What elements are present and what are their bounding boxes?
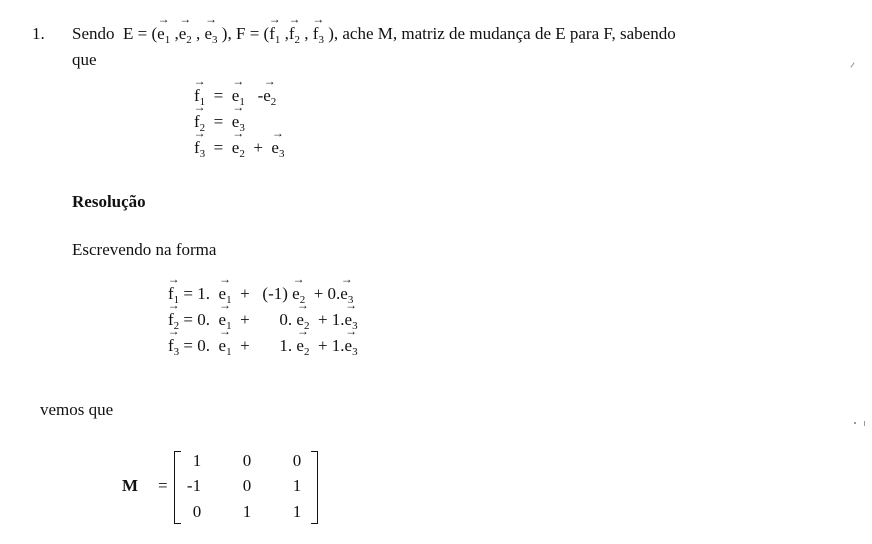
vector-f1: → $f_1$ xyxy=(269,24,280,44)
matrix-cell: 0 xyxy=(242,451,252,470)
equation-f3: → $f_3$ = → $e_2$ + → $e_3$ xyxy=(194,138,284,158)
vector-e1: → $e_1$ xyxy=(157,24,170,44)
combination-row: → $f_1 = 1$. → $e_1$ + $(-1) \to e_2 + 0.\to e_3$ xyxy=(168,284,353,304)
vector-e3: → $e_3$ xyxy=(205,24,218,44)
matrix-cell: 1 xyxy=(292,502,302,521)
vector-e2: → $e_2$ xyxy=(179,24,192,44)
problem-text-line1: Sendo E = (→ $e_1$ ,→ $e_2$ , → $e_3$ ), F = (→ $f_1$ ,→ $f_2$ , → $f_3$ ), ache M, matriz de mudança de E para F, sabendo xyxy=(72,24,676,44)
resolution-intro: Escrevendo na forma xyxy=(72,240,217,259)
matrix-bracket-right xyxy=(311,451,318,524)
matrix-bracket-left xyxy=(174,451,181,524)
matrix-equals: = xyxy=(158,476,168,495)
problem-number: 1. xyxy=(32,24,45,43)
matrix-cell: 0 xyxy=(192,502,202,521)
equation-f1: → $f_1$ = → $e_1$ -→ $e_2$ xyxy=(194,86,276,106)
scan-speck xyxy=(854,422,856,424)
scan-speck xyxy=(864,421,865,426)
combination-row: → $f_2 = 0$. → $e_1$ + 0. → $e_2 + 1.\to e_3$ xyxy=(168,310,358,330)
matrix-label: M xyxy=(122,476,139,495)
vector-f2: → $f_2$ xyxy=(289,24,300,44)
matrix-cell: -1 xyxy=(186,476,202,495)
problem-text-line2: que xyxy=(72,50,97,69)
equation-f2: → $f_2$ = → $e_3$ xyxy=(194,112,245,132)
conclusion-text: vemos que xyxy=(40,400,114,419)
matrix-cell: 1 xyxy=(192,451,202,470)
vector-f3: → $f_3$ xyxy=(313,24,324,44)
matrix-cell: 1 xyxy=(292,476,302,495)
scan-speck xyxy=(850,62,854,67)
combination-row: → $f_3 = 0$. → $e_1$ + 1. → $e_2 + 1.\to e_3$ xyxy=(168,336,358,356)
matrix-cell: 0 xyxy=(292,451,302,470)
resolution-heading: Resolução xyxy=(72,192,146,211)
matrix-cell: 0 xyxy=(242,476,252,495)
matrix-cell: 1 xyxy=(242,502,252,521)
